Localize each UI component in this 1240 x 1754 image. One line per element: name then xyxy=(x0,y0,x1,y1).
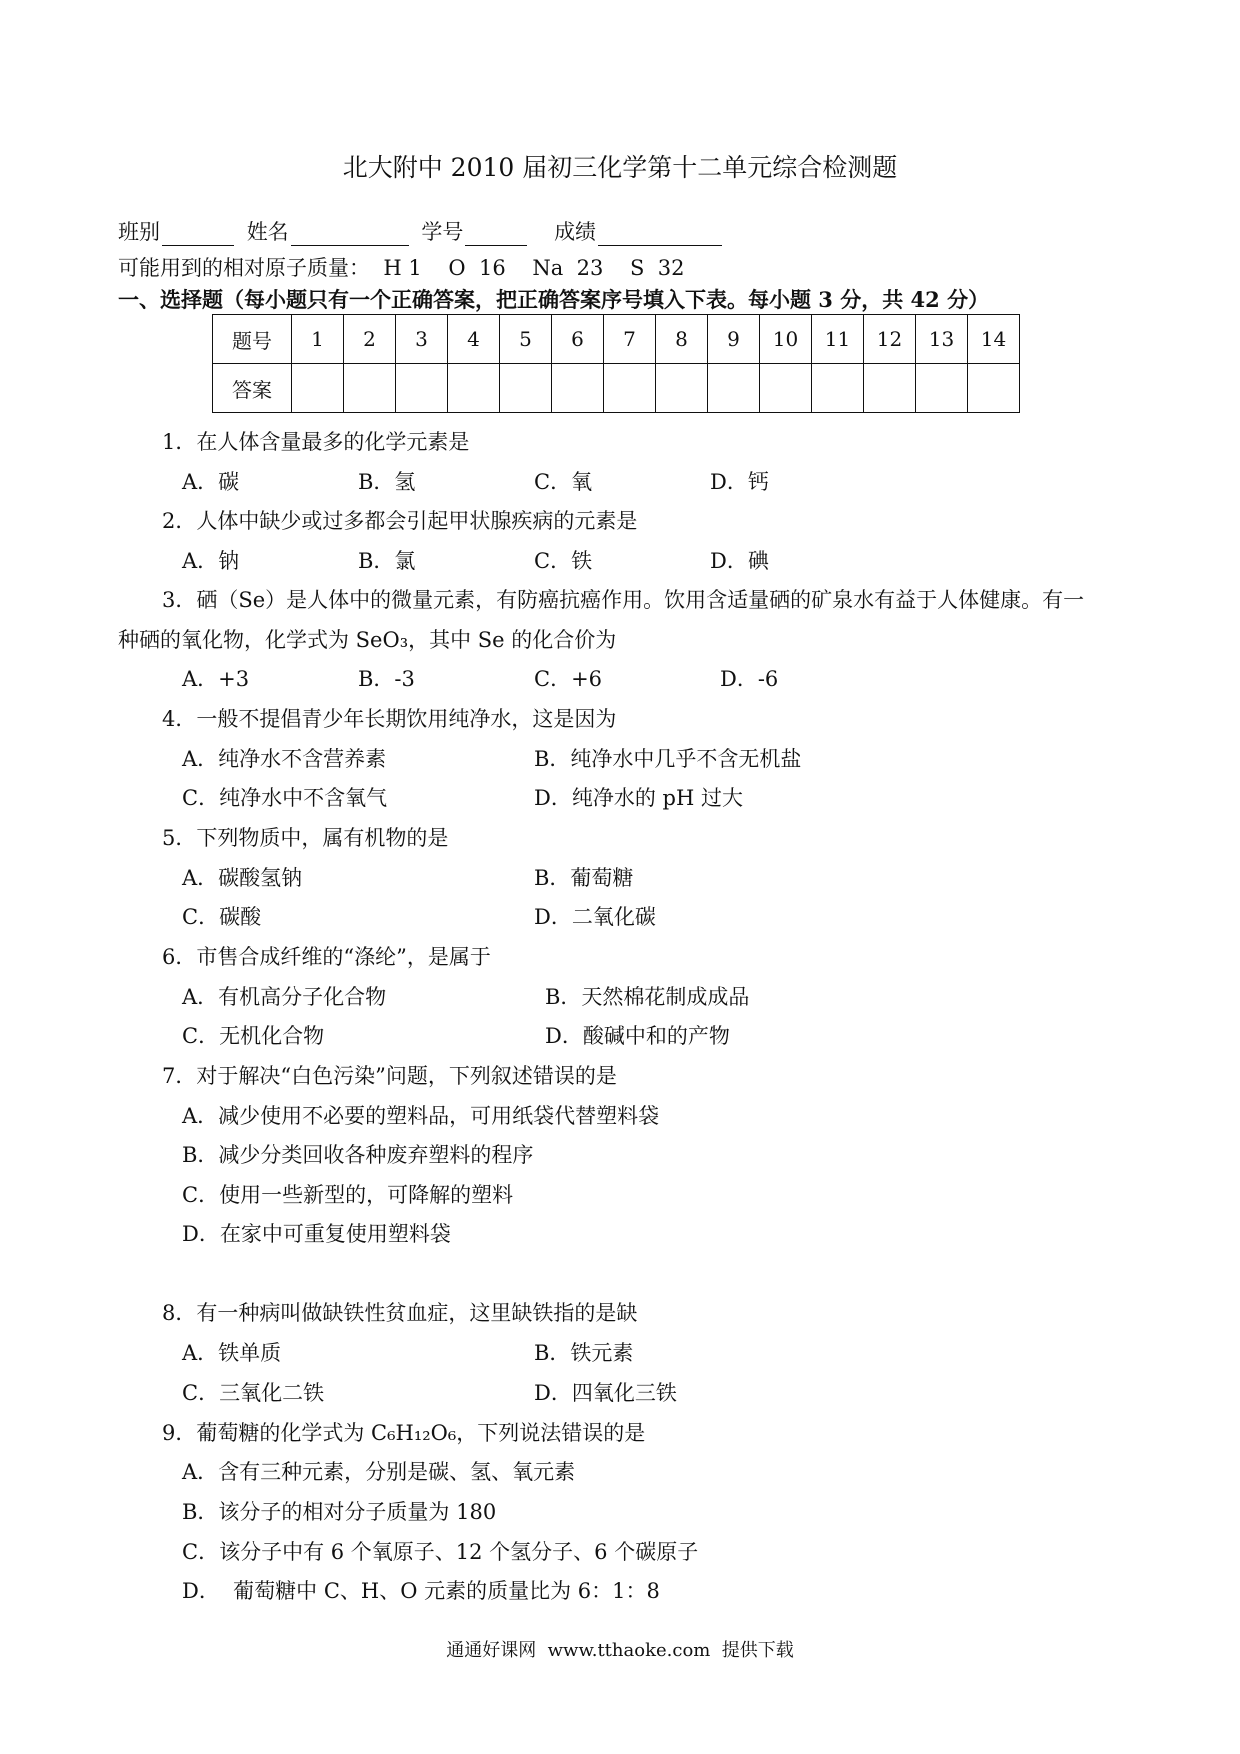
q6-option-a: A．有机高分子化合物 xyxy=(182,985,387,1009)
score-blank[interactable] xyxy=(598,225,722,246)
answer-cell[interactable] xyxy=(708,364,760,413)
atomic-masses: 可能用到的相对原子质量： H 1 O 16 Na 23 S 32 xyxy=(118,256,685,280)
q7-option-d: D．在家中可重复使用塑料袋 xyxy=(182,1222,451,1246)
answer-cell[interactable] xyxy=(656,364,708,413)
question-6-stem: 6．市售合成纤维的“涤纶”，是属于 xyxy=(162,945,491,969)
q4-option-d: D．纯净水的 pH 过大 xyxy=(534,786,743,810)
q5-option-d: D．二氧化碳 xyxy=(534,905,656,929)
q5-option-b: B．葡萄糖 xyxy=(534,866,634,890)
q8-option-b: B．铁元素 xyxy=(534,1341,634,1365)
answer-cell[interactable] xyxy=(916,364,968,413)
number-cell: 10 xyxy=(760,315,812,364)
number-cell: 11 xyxy=(812,315,864,364)
answer-cell[interactable] xyxy=(344,364,396,413)
number-cell: 9 xyxy=(708,315,760,364)
answer-table-answer-row xyxy=(213,364,1020,413)
name-label: 姓名 xyxy=(246,220,289,244)
question-2-stem: 2．人体中缺少或过多都会引起甲状腺疾病的元素是 xyxy=(162,509,638,533)
q4-option-c: C．纯净水中不含氧气 xyxy=(182,786,388,810)
score-label: 成绩 xyxy=(554,220,597,244)
answer-cell[interactable] xyxy=(864,364,916,413)
number-cell: 3 xyxy=(396,315,448,364)
answer-cell[interactable] xyxy=(760,364,812,413)
answer-cell[interactable] xyxy=(396,364,448,413)
q2-option-b: B．氯 xyxy=(358,549,416,573)
q3-option-a: A．+3 xyxy=(182,667,250,691)
q8-option-c: C．三氧化二铁 xyxy=(182,1381,325,1405)
q6-option-c: C．无机化合物 xyxy=(182,1024,325,1048)
question-7-stem: 7．对于解决“白色污染”问题，下列叙述错误的是 xyxy=(162,1064,617,1088)
number-cell: 7 xyxy=(604,315,656,364)
question-5-stem: 5．下列物质中，属有机物的是 xyxy=(162,826,449,850)
question-3-stem-line1: 3．硒（Se）是人体中的微量元素，有防癌抗癌作用。饮用含适量硒的矿泉水有益于人体健康。有一 xyxy=(162,588,1085,612)
q9-option-d: D． 葡萄糖中 C、H、O 元素的质量比为 6：1：8 xyxy=(182,1579,660,1603)
page-title: 北大附中 2010 届初三化学第十二单元综合检测题 xyxy=(342,153,898,182)
number-cell: 8 xyxy=(656,315,708,364)
q6-option-d: D．酸碱中和的产物 xyxy=(545,1024,730,1048)
answer-cell[interactable] xyxy=(552,364,604,413)
name-blank[interactable] xyxy=(291,225,409,246)
q9-option-b: B．该分子的相对分子质量为 180 xyxy=(182,1500,497,1524)
section-1-heading: 一、选择题（每小题只有一个正确答案，把正确答案序号填入下表。每小题 3 分，共 42 分） xyxy=(118,287,990,312)
id-label: 学号 xyxy=(421,220,464,244)
number-cell: 2 xyxy=(344,315,396,364)
q9-option-a: A．含有三种元素，分别是碳、氢、氧元素 xyxy=(182,1460,576,1484)
answer-cell[interactable] xyxy=(812,364,864,413)
footer-source: 通通好课网 www.tthaoke.com 提供下载 xyxy=(446,1640,794,1661)
number-cell: 1 xyxy=(292,315,344,364)
q9-option-c: C．该分子中有 6 个氧原子、12 个氢分子、6 个碳原子 xyxy=(182,1540,699,1564)
q7-option-c: C．使用一些新型的，可降解的塑料 xyxy=(182,1183,514,1207)
q1-option-c: C．氧 xyxy=(534,470,593,494)
q1-option-d: D．钙 xyxy=(710,470,769,494)
q7-option-b: B．减少分类回收各种废弃塑料的程序 xyxy=(182,1143,534,1167)
q1-option-a: A．碳 xyxy=(182,470,240,494)
row-header-number: 题号 xyxy=(213,315,292,364)
q2-option-d: D．碘 xyxy=(710,549,769,573)
q2-option-a: A．钠 xyxy=(182,549,240,573)
q5-option-a: A．碳酸氢钠 xyxy=(182,866,303,890)
number-cell: 14 xyxy=(968,315,1020,364)
q8-option-a: A．铁单质 xyxy=(182,1341,282,1365)
q2-option-c: C．铁 xyxy=(534,549,593,573)
class-blank[interactable] xyxy=(162,225,234,246)
q6-option-b: B．天然棉花制成成品 xyxy=(545,985,750,1009)
number-cell: 13 xyxy=(916,315,968,364)
question-3-stem-line2: 种硒的氧化物，化学式为 SeO₃，其中 Se 的化合价为 xyxy=(118,628,617,652)
class-label: 班别 xyxy=(118,220,160,244)
answer-cell[interactable] xyxy=(604,364,656,413)
question-4-stem: 4．一般不提倡青少年长期饮用纯净水，这是因为 xyxy=(162,707,617,731)
number-cell: 4 xyxy=(448,315,500,364)
answer-table-number-row xyxy=(213,315,1020,364)
q3-option-c: C．+6 xyxy=(534,667,603,691)
q4-option-b: B．纯净水中几乎不含无机盐 xyxy=(534,747,802,771)
answer-cell[interactable] xyxy=(968,364,1020,413)
number-cell: 5 xyxy=(500,315,552,364)
answer-table xyxy=(212,314,1020,413)
student-info-line xyxy=(118,216,728,246)
q7-option-a: A．减少使用不必要的塑料品，可用纸袋代替塑料袋 xyxy=(182,1104,660,1128)
number-cell: 6 xyxy=(552,315,604,364)
question-9-stem: 9．葡萄糖的化学式为 C₆H₁₂O₆，下列说法错误的是 xyxy=(162,1421,646,1445)
answer-cell[interactable] xyxy=(292,364,344,413)
number-cell: 12 xyxy=(864,315,916,364)
q3-option-d: D．-6 xyxy=(720,667,779,691)
q8-option-d: D．四氧化三铁 xyxy=(534,1381,677,1405)
answer-cell[interactable] xyxy=(500,364,552,413)
answer-cell[interactable] xyxy=(448,364,500,413)
q3-option-b: B．-3 xyxy=(358,667,415,691)
question-8-stem: 8．有一种病叫做缺铁性贫血症，这里缺铁指的是缺 xyxy=(162,1301,638,1325)
id-blank[interactable] xyxy=(465,225,527,246)
q1-option-b: B．氢 xyxy=(358,470,416,494)
question-1-stem: 1．在人体含量最多的化学元素是 xyxy=(162,430,470,454)
row-header-answer: 答案 xyxy=(213,364,292,413)
q5-option-c: C．碳酸 xyxy=(182,905,262,929)
q4-option-a: A．纯净水不含营养素 xyxy=(182,747,387,771)
